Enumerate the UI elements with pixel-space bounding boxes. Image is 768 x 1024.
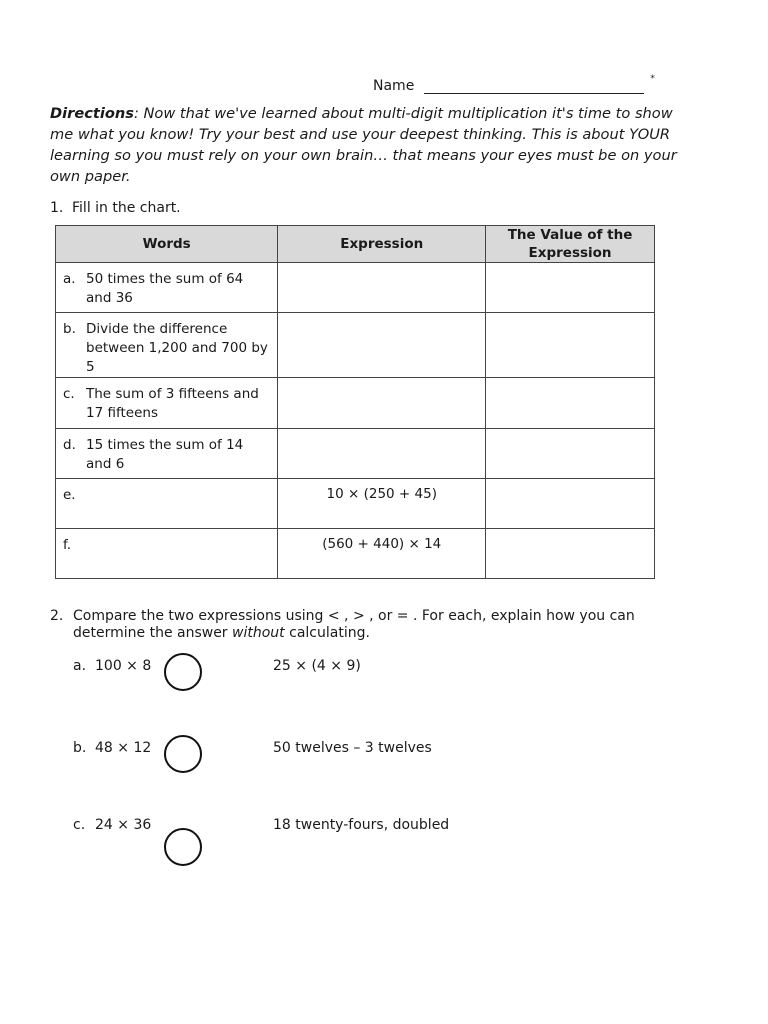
table-row <box>56 313 655 378</box>
row-label: a. <box>63 271 76 287</box>
asterisk-mark: * <box>650 74 655 84</box>
table-row <box>56 529 655 579</box>
value-cell[interactable] <box>486 263 655 313</box>
table-row <box>56 378 655 429</box>
row-label: f. <box>63 537 72 553</box>
left-expression: 24 × 36 <box>95 817 152 833</box>
directions <box>50 103 690 187</box>
value-cell[interactable] <box>486 429 655 479</box>
table-row <box>56 263 655 313</box>
row-words: 15 times the sum of 14 and 6 <box>86 437 244 472</box>
item-label: b. <box>73 740 87 756</box>
directions-label: Directions <box>50 105 134 122</box>
compare-item-b <box>73 740 151 756</box>
question-1-prompt <box>50 200 181 216</box>
directions-text: : Now that we've learned about multi-digit multiplication it's time to show me what you know! Try your best and use your deepest thinking. This is about YOUR learning so you must rely on your own brain… that means your eyes must be on your own paper. <box>50 105 677 185</box>
left-expression: 48 × 12 <box>95 740 152 756</box>
words-cell[interactable] <box>56 529 278 579</box>
left-expression: 100 × 8 <box>95 658 152 674</box>
fill-in-chart <box>55 225 655 579</box>
words-cell <box>56 313 278 378</box>
item-label: a. <box>73 658 87 674</box>
row-words: 50 times the sum of 64 and 36 <box>86 271 244 306</box>
column-header-expression: Expression <box>278 226 486 263</box>
row-label: e. <box>63 487 76 503</box>
column-header-words: Words <box>56 226 278 263</box>
question-number: 1. <box>50 200 64 216</box>
words-cell[interactable] <box>56 479 278 529</box>
words-cell <box>56 263 278 313</box>
prompt-text-end: calculating. <box>284 625 370 641</box>
words-cell <box>56 429 278 479</box>
row-words: Divide the difference between 1,200 and 700 by 5 <box>86 321 268 375</box>
compare-item-a <box>73 658 151 674</box>
right-expression: 18 twenty-fours, doubled <box>273 817 450 833</box>
expression-cell[interactable] <box>278 378 486 429</box>
prompt-emphasis: without <box>232 625 285 641</box>
comparison-circle[interactable] <box>164 828 202 866</box>
comparison-circle[interactable] <box>164 653 202 691</box>
column-header-value: The Value of the Expression <box>486 226 655 263</box>
row-label: d. <box>63 437 76 453</box>
question-text: Fill in the chart. <box>72 200 181 216</box>
question-text <box>73 608 690 642</box>
name-label: Name <box>373 78 415 94</box>
question-number: 2. <box>50 608 64 624</box>
expression-cell[interactable] <box>278 429 486 479</box>
row-label: b. <box>63 321 76 337</box>
prompt-text: Compare the two expressions using < , > , or = . For each, explain how you can determine the answer <box>73 608 635 641</box>
table-row <box>56 429 655 479</box>
expression-cell[interactable] <box>278 263 486 313</box>
row-label: c. <box>63 386 75 402</box>
value-cell[interactable] <box>486 529 655 579</box>
row-words: The sum of 3 fifteens and 17 fifteens <box>86 386 259 421</box>
right-expression: 25 × (4 × 9) <box>273 658 361 674</box>
comparison-circle[interactable] <box>164 735 202 773</box>
expression-cell: (560 + 440) × 14 <box>278 529 486 579</box>
name-input-line[interactable] <box>424 79 644 94</box>
value-cell[interactable] <box>486 378 655 429</box>
words-cell <box>56 378 278 429</box>
name-field <box>373 74 655 94</box>
table-row <box>56 479 655 529</box>
question-2-prompt <box>50 608 690 642</box>
compare-item-c <box>73 817 151 833</box>
item-label: c. <box>73 817 86 833</box>
right-expression: 50 twelves – 3 twelves <box>273 740 432 756</box>
value-cell[interactable] <box>486 479 655 529</box>
value-cell[interactable] <box>486 313 655 378</box>
expression-cell: 10 × (250 + 45) <box>278 479 486 529</box>
chart-header-row <box>56 226 655 263</box>
expression-cell[interactable] <box>278 313 486 378</box>
